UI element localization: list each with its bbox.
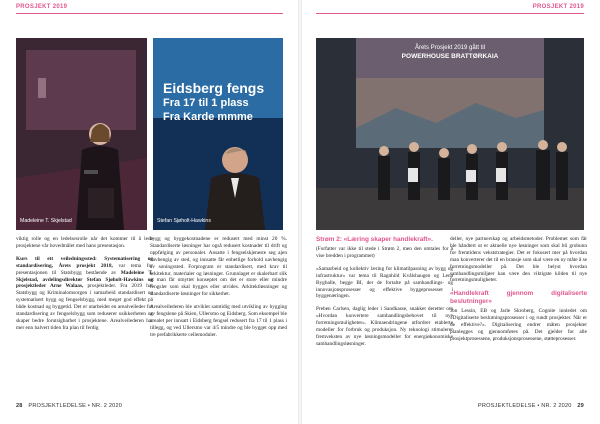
photo-award-stage [316, 38, 584, 230]
photo-madeleine [16, 38, 147, 230]
right-col1-para-3: Preben Carlsen, daglig leder i Sandkasse, snakket deretter om «Hvordan konvertere samhandlingsbehovet til nye forretningsmuligheter». Klimaendringene utfordrer etablerte modeller for forbruk og produksjon. Ny teknologi stimulerer fremveksten av nye løsningsmodeller for energiøkonomiske samhandlingsløsninger. [316, 306, 453, 347]
photo-madeleine-image [16, 38, 147, 230]
slide-line-1: Eidsberg fengs [163, 80, 265, 96]
photo-stefan-caption: Stefan Sjøholt-Hawkins [157, 218, 211, 224]
award-banner-line-1: Årets Prosjekt 2019 gått til [414, 45, 486, 51]
left-col2-para-2: Arealveilederen ble utviklet samtidig med utvikling av bygging av fengslene på Skien, Ullersmo og Eidsberg. Som eksempel ble arealet per innsatt i Eidsberg fengsel redusert fra 17 til 1 plass i tillegg, og ved Ullersmo var 4/5 mindre og ble bygget opp med tre prefabrikkerte cellemoduler. [150, 304, 287, 338]
right-col1-para-1: (Forfatter var ikke til stede i Strøm 2, men den omtales for å vise bredden i programmet) [316, 246, 453, 259]
right-col2-para-1: deller, nye partnerskap og arbeidsmetoder. Problemet som får ble håndtert ut er aktuelle nye løsninger som skal bli grobunn for fremtidens vekststrategier. Det er fokusert mer på hvordan man konverterer det til en bransje som skal være en ny måte å se forretningsmodeller på. Det ble belyst hvordan samhandlingsmiljøer kan være den viktigste kilden til nye forretningsmuligheter. [450, 236, 587, 284]
slide-line-3: Fra Karde mmme [163, 111, 253, 123]
photo-stefan [153, 38, 283, 230]
right-page [302, 0, 600, 424]
left-column-2 [150, 236, 287, 345]
left-col1-para-2 [16, 256, 153, 332]
left-col2-para-1: bygg og byggekostnadene er redusert med minst 20 %. Standardiserte løsninger har også redusert kostnader til drift og oppfølging av personalet. Ansatte i fengselskjeneste seg ajen uavhengig av sted, og innsatte får enhetlige forhold uavhengig av soningssted. Forprogram er standardisert, med krav til arkitektur, materialer og løsninger. Grunnlaget er skalerbart slik at man får utnyttet konseptet om det er store eller mindre fengsler som skal bygges eller utvides. Arkitektløsninger og standardiserte løsninger for sikkerhet. [150, 236, 287, 298]
right-header-rule [316, 13, 584, 14]
left-footer-text: PROSJEKTLEDELSE • NR. 2 2020 [28, 403, 123, 409]
left-header-rule [16, 13, 283, 14]
right-header-label: PROSJEKT 2019 [532, 4, 584, 10]
photo-stefan-image [153, 38, 283, 230]
left-col1-para-1: viktig rolle og en ledelsesrolle når det kommer til å lede prosjektene vår hovedmålet med hans presentasjon. [16, 236, 153, 249]
right-page-number: 29 [577, 403, 584, 409]
right-column-1 [316, 236, 453, 354]
award-banner-line-2: POWERHOUSE BRATTØRKAIA [401, 53, 499, 60]
photo-madeleine-caption: Madeleine T. Skjelstad [20, 218, 72, 224]
left-page [0, 0, 298, 424]
right-footer-text: PROSJEKTLEDELSE • NR. 2 2020 [477, 403, 572, 409]
left-footer [16, 403, 122, 409]
slide-line-2: Fra 17 til 1 plass [163, 97, 249, 109]
right-column-2 [450, 236, 587, 349]
left-col1-para-2-end: prosjektleder. Fra 2019 har Statsbygg og Kriminalomsorgen i samarbeid standardisert og systematisert bygg og fengselsbygg, med meget god effekt på både kostnad og byggetid. Det er utarbeidet en arealveileder for standardisering av fengselsbygg som reduserer usikkerheten og skaper bedre forutsigbarhet i prosjektene. Arealveilederen har mer enn halvert tiden fra plan til ferdig [16, 283, 153, 331]
photo-award-stage-image [316, 38, 584, 230]
right-col2-subheading: «Handlekraft gjennom digitaliserte beslutninger» [450, 290, 587, 306]
left-col1-para-2-rest: var tema for presentasjonen til Statsbygg bestående av [16, 262, 153, 276]
left-col1-para-2-lead: Kurs til ett veiledningssted: Systematisering og standardisering, Årets prosjekt 2018, [16, 255, 153, 269]
right-footer [478, 403, 584, 409]
right-col2-para-2: Jon Lessin, EB og Jarle Skroberg, Cognite innledet om «Digitaliserte beslutningsprosesser i og rundt prosjekter. Når er de effektive?». Digitalisering endrer måten prosjekter planlegges og gjennomføres på. Det gjelder for alle prosjektprosessene, produksjonsprosessene, støtteprosesser. [450, 308, 587, 342]
slide-text [163, 80, 283, 124]
left-col1-para-2-names: Madeleine T. Skjelstad, avdelingsdirektør Stefan Sjøholt-Hawkins og prosjektleder Arne Walaas, [16, 269, 153, 290]
award-banner [316, 44, 584, 61]
right-col1-para-2: «Samarbeid og kollektiv læring for klimatilpasning av bygg og infrastruktur» var tema til Ragnhild Kvålshaugen og Lena Bygballe, begge BI, der de fortalte på samhandlings- og innovasjonsprosesser og effektive byggeprosesser i byggenæringen. [316, 265, 453, 300]
right-col1-subheading: Strøm 2: «Læring skaper handlekraft». [316, 236, 433, 243]
left-page-number: 28 [16, 403, 23, 409]
left-header-label: PROSJEKT 2019 [16, 4, 68, 10]
left-column-1 [16, 236, 153, 338]
